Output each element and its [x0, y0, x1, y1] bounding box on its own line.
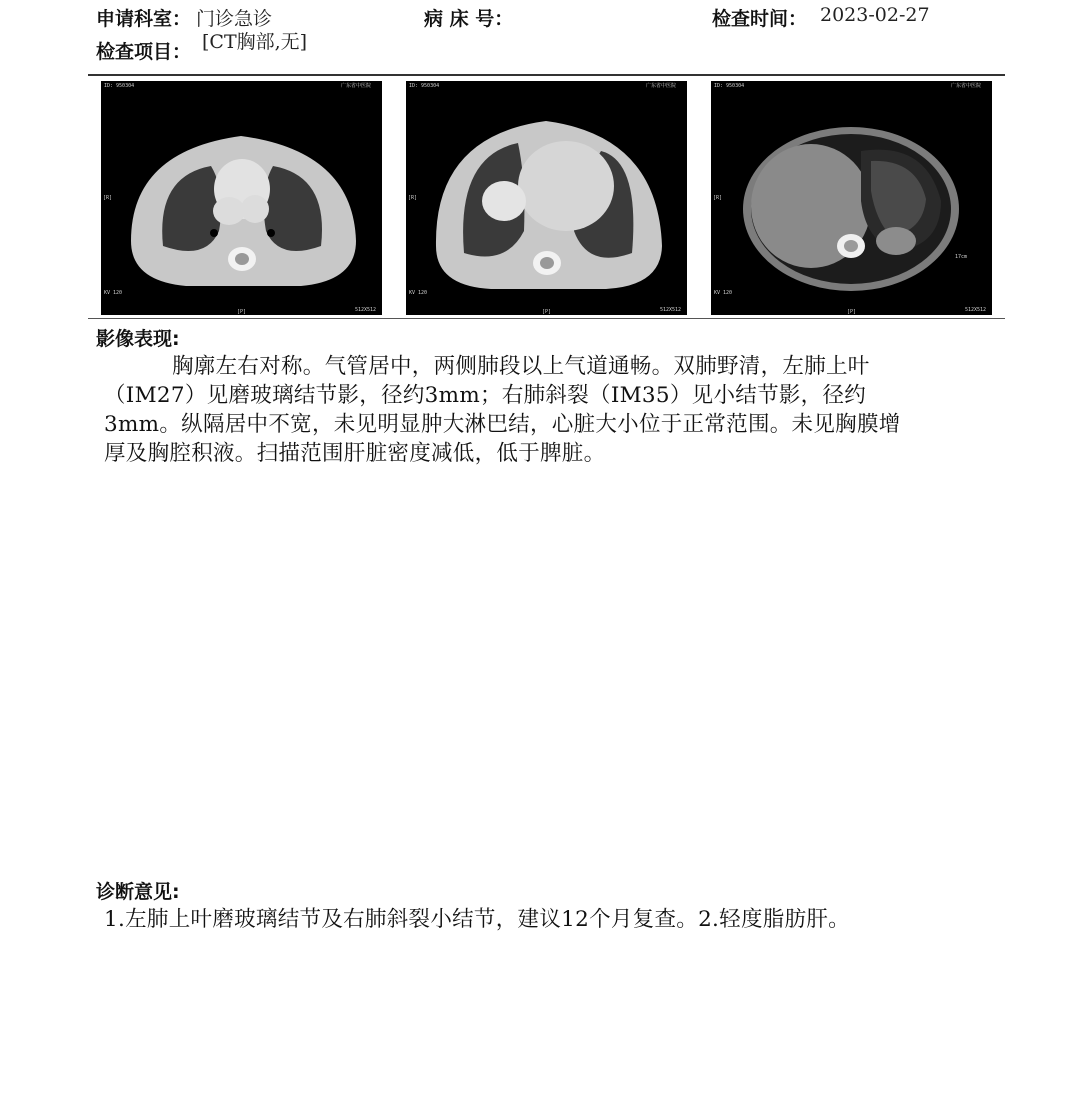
orientation-marker-right: [R]: [408, 195, 418, 201]
images-divider: [88, 318, 1005, 319]
orientation-marker-posterior: [P]: [237, 309, 247, 315]
exam-time-label: 检查时间：: [712, 8, 808, 30]
dept-label: 申请科室：: [96, 8, 192, 30]
orientation-marker-right: [R]: [713, 195, 723, 201]
bed-label: 病 床 号：: [424, 8, 514, 30]
scale-label: 17cm: [955, 254, 968, 260]
findings-text: 胸廓左右对称。气管居中，两侧肺段以上气道通畅。双肺野清，左肺上叶（IM27）见磨玻璃结节影，径约3mm；右肺斜裂（IM35）见小结节影，径约3mm。纵隔居中不宽，未见明显肿大淋巴结，心脏大小位于正常范围。未见胸膜增厚及胸腔积液。扫描范围肝脏密度减低，低于脾脏。: [104, 354, 901, 466]
overlay-bottom-right: 512X512: [355, 307, 377, 313]
overlay-top-left: ID: 950304: [409, 83, 440, 89]
overlay-top-right: 广东省中医院: [646, 83, 677, 89]
exam-item-value: [CT胸部,无]: [202, 31, 308, 53]
ct-scan-lower-chest: [406, 81, 687, 315]
diagnosis-title: 诊断意见:: [96, 881, 180, 903]
orientation-marker-posterior: [P]: [847, 309, 857, 315]
diagnosis-text: 1.左肺上叶磨玻璃结节及右肺斜裂小结节，建议12个月复查。2.轻度脂肪肝。: [104, 907, 850, 932]
overlay-bottom-left: KV 120: [104, 290, 123, 296]
ct-scan-abdomen: [711, 81, 992, 315]
overlay-bottom-left: KV 120: [714, 290, 733, 296]
dept-value: 门诊急诊: [196, 8, 273, 30]
overlay-top-left: ID: 950304: [714, 83, 745, 89]
overlay-top-right: 广东省中医院: [341, 83, 372, 89]
overlay-top-left: ID: 950304: [104, 83, 135, 89]
overlay-bottom-left: KV 120: [409, 290, 428, 296]
header-divider: [88, 74, 1005, 76]
overlay-top-right: 广东省中医院: [951, 83, 982, 89]
orientation-marker-right: [R]: [103, 195, 113, 201]
findings-title: 影像表现:: [96, 328, 180, 350]
overlay-bottom-right: 512X512: [660, 307, 682, 313]
exam-item-label: 检查项目：: [96, 41, 192, 63]
exam-time-value: 2023-02-27: [820, 4, 930, 26]
overlay-bottom-right: 512X512: [965, 307, 987, 313]
ct-scan-upper-chest: [101, 81, 382, 315]
orientation-marker-posterior: [P]: [542, 309, 552, 315]
